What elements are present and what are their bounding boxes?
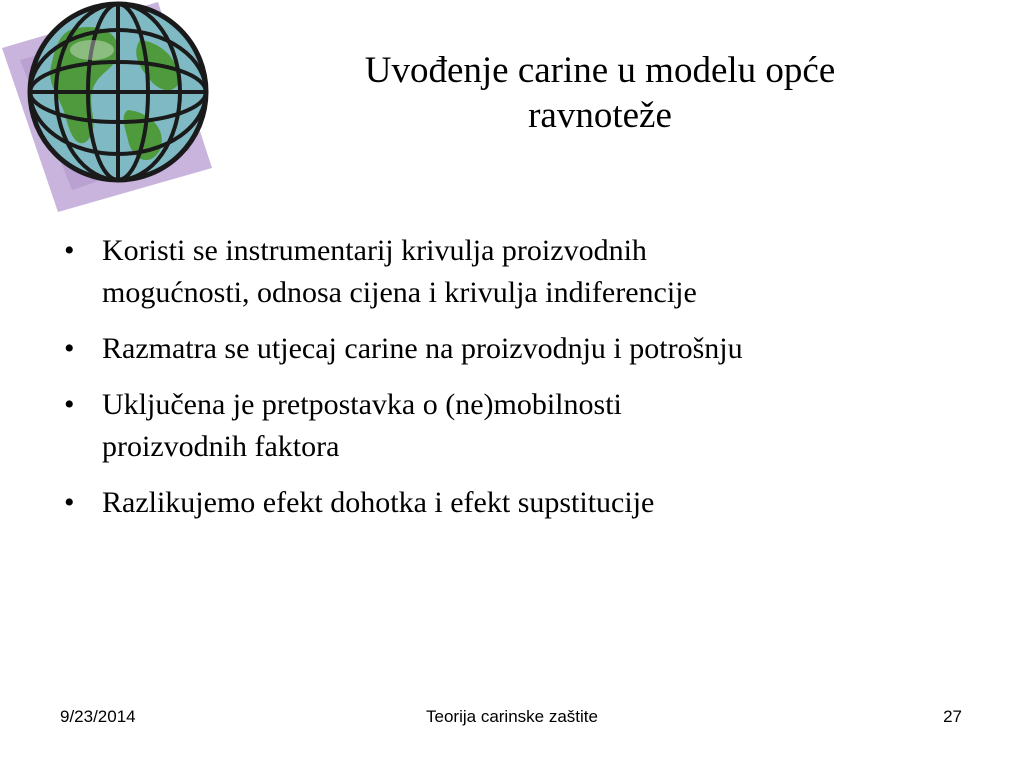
globe-clipart-icon — [0, 0, 215, 215]
bullet-item: • Uključena je pretpostavka o (ne)mobilnosti proizvodnih faktora — [60, 384, 980, 468]
slide-number: 27 — [943, 707, 962, 726]
slide-title-line-1: Uvođenje carine u modelu opće — [364, 50, 836, 91]
footer-date: 9/23/2014 — [60, 707, 136, 726]
bullet-list — [60, 230, 980, 538]
bullet-item: • Razmatra se utjecaj carine na proizvodnju i potrošnju — [60, 328, 980, 370]
bullet-item: • Razlikujemo efekt dohotka i efekt supstitucije — [60, 482, 980, 524]
bullet-item: • Koristi se instrumentarij krivulja proizvodnih mogućnosti, odnosa cijena i krivulja indiferencije — [60, 230, 980, 314]
footer-title: Teorija carinske zaštite — [426, 707, 598, 726]
slide-title-line-2: ravnoteže — [528, 95, 672, 136]
slide-title — [250, 48, 950, 138]
